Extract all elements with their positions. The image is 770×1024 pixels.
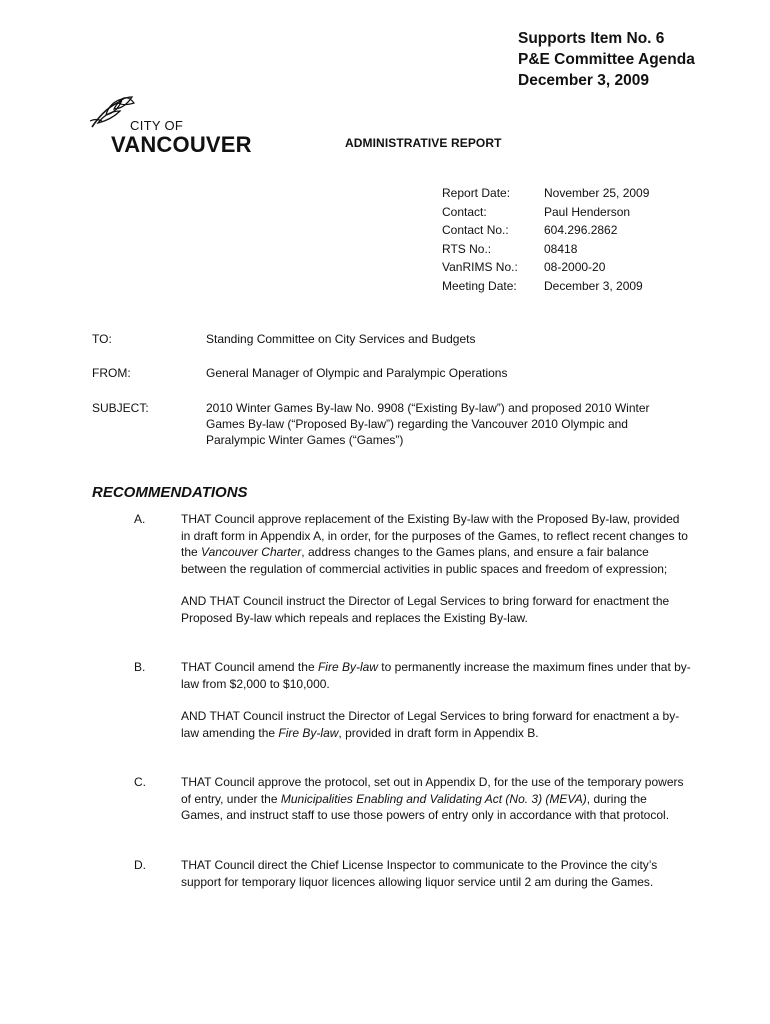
item-letter: D. xyxy=(134,858,146,872)
item-letter: A. xyxy=(134,512,146,526)
from-label: FROM: xyxy=(92,366,131,380)
meta-row-contact-no xyxy=(442,221,649,240)
subject-value: 2010 Winter Games By-law No. 9908 (“Existing By-law”) and proposed 2010 Winter Games By-law (“Proposed By-law”) regarding the Vancouver 2010 Olympic and Paralympic Winter Games (“Games”) xyxy=(206,401,650,447)
fire-bylaw-ref: Fire By-law xyxy=(278,725,339,740)
meta-row-contact xyxy=(442,203,649,222)
recommendation-paragraph: AND THAT Council instruct the Director of Legal Services to bring forward for enactment the Proposed By-law which repeals and replaces the Existing By-law. xyxy=(181,594,670,625)
recommendation-paragraph: THAT Council approve replacement of the Existing By-law with the Proposed By-law, provided in draft form in Appendix A, in order, for the purposes of the Games, to reflect recent changes to the Vancouver Charter, address changes to the Games plans, and ensure a fair balance between the regulation of commercial activities in public spaces and freedom of expression; xyxy=(181,512,688,576)
recommendations-heading: RECOMMENDATIONS xyxy=(92,484,248,501)
item-body xyxy=(181,857,691,906)
meta-value: November 25, 2009 xyxy=(544,186,650,200)
logo-city-of: CITY OF xyxy=(130,118,184,133)
from-value: General Manager of Olympic and Paralympic Operations xyxy=(206,366,508,380)
item-letter: B. xyxy=(134,660,146,674)
logo-vancouver: VANCOUVER xyxy=(111,132,252,157)
meta-label: Contact No.: xyxy=(442,223,509,238)
committee-agenda-line: P&E Committee Agenda xyxy=(518,51,695,68)
item-body xyxy=(181,511,691,642)
meta-value: December 3, 2009 xyxy=(544,278,643,293)
item-body xyxy=(181,774,691,840)
supports-item-block xyxy=(518,28,695,91)
meta-row-meeting-date xyxy=(442,277,649,296)
recommendation-paragraph: AND THAT Council instruct the Director of Legal Services to bring forward for enactment a by-law amending the Fire By-law, provided in draft form in Appendix B. xyxy=(181,709,680,740)
meta-row-rts-no xyxy=(442,240,649,259)
fire-bylaw-ref: Fire By-law xyxy=(317,660,378,674)
recommendation-paragraph: THAT Council approve the protocol, set out in Appendix D, for the use of the temporary powers of entry, under the Municipalities Enabling and Validating Act (No. 3) (MEVA), during the Games, and instruct staff to use those powers of entry only in accordance with that protocol. xyxy=(181,775,684,822)
meta-value: 604.296.2862 xyxy=(544,223,618,238)
item-body xyxy=(181,659,691,757)
meta-value: 08-2000-20 xyxy=(544,260,606,275)
meta-label: Report Date: xyxy=(442,186,511,200)
subject-label: SUBJECT: xyxy=(92,401,149,415)
agenda-date-line: December 3, 2009 xyxy=(518,72,649,89)
meta-label: VanRIMS No.: xyxy=(442,260,518,275)
vancouver-charter-ref: Vancouver Charter xyxy=(201,545,302,559)
meta-label: RTS No.: xyxy=(442,241,492,256)
meta-value: Paul Henderson xyxy=(544,204,631,219)
meta-row-report-date xyxy=(442,184,649,203)
report-title: ADMINISTRATIVE REPORT xyxy=(345,136,502,150)
meta-label: Meeting Date: xyxy=(442,278,517,293)
to-value: Standing Committee on City Services and Budgets xyxy=(206,332,476,346)
recommendation-paragraph: THAT Council direct the Chief License Inspector to communicate to the Province the city’s support for temporary liquor licences allowing liquor service until 2 am during the Games. xyxy=(181,858,658,889)
recommendation-paragraph: THAT Council amend the Fire By-law to permanently increase the maximum fines under that by-law from $2,000 to $10,000. xyxy=(181,660,691,691)
to-label: TO: xyxy=(92,332,112,346)
meta-row-vanrims-no xyxy=(442,258,649,277)
meva-act-ref: Municipalities Enabling and Validating Act (No. 3) (MEVA) xyxy=(280,791,587,806)
supports-item-line: Supports Item No. 6 xyxy=(518,30,665,47)
report-meta-table xyxy=(442,184,649,296)
city-logo xyxy=(88,93,263,157)
meta-value: 08418 xyxy=(544,241,578,256)
meta-label: Contact: xyxy=(442,204,487,219)
item-letter: C. xyxy=(134,775,146,789)
